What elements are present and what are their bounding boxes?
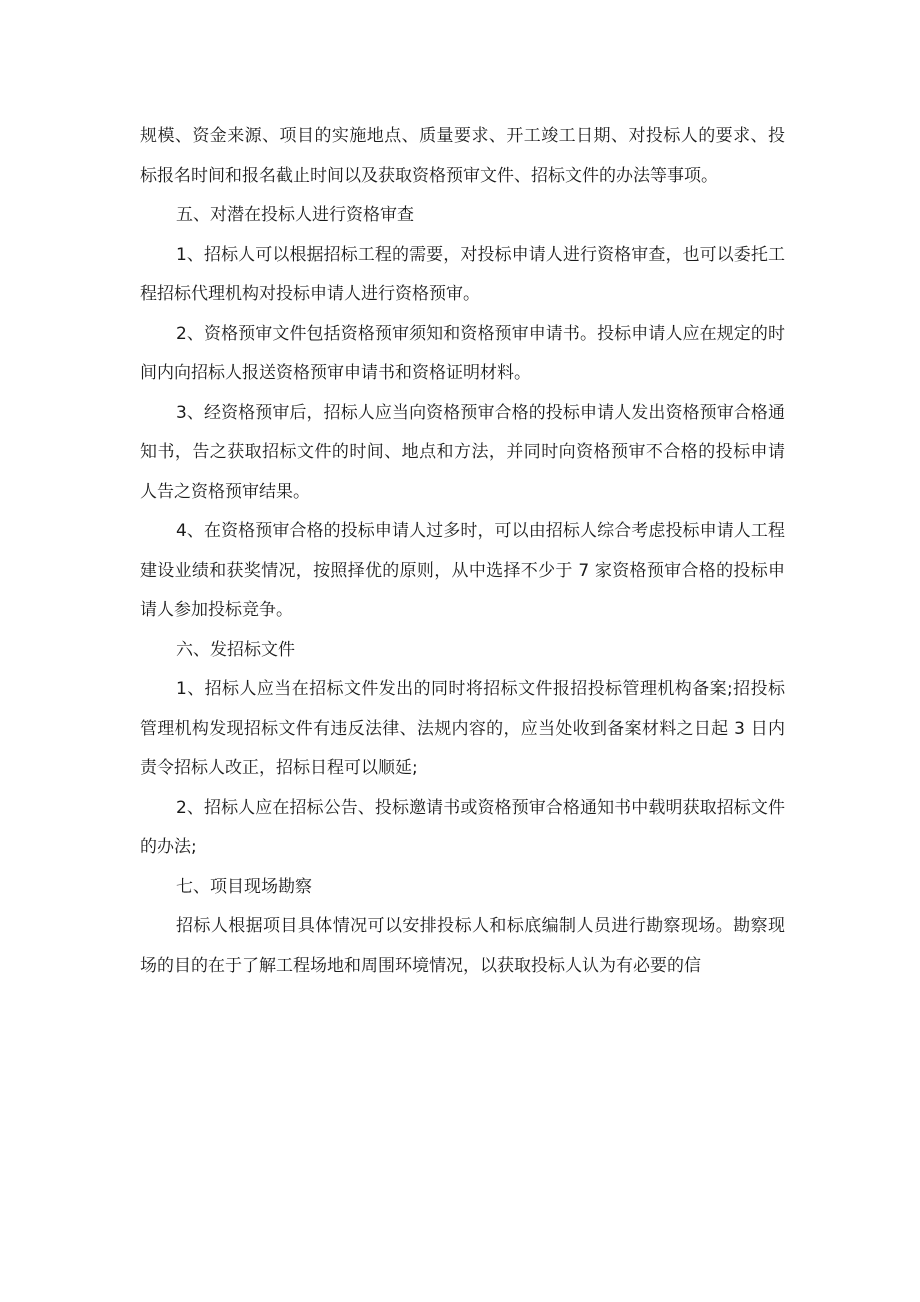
section-heading-5: 五、对潜在投标人进行资格审查 [176, 205, 414, 225]
paragraph-5-3: 3、经资格预审后，招标人应当向资格预审合格的投标申请人发出资格预审合格通知书，告之获取招标文件的时间、地点和方法，并同时向资格预审不合格的投标申请人告之资格预审结果。 [140, 402, 785, 502]
paragraph-7-body: 招标人根据项目具体情况可以安排投标人和标底编制人员进行勘察现场。勘察现场的目的在于了解工程场地和周围环境情况，以获取投标人认为有必要的信 [140, 916, 785, 976]
section-heading-6: 六、发招标文件 [176, 639, 295, 660]
paragraph-5-4: 4、在资格预审合格的投标申请人过多时，可以由招标人综合考虑投标申请人工程建设业绩和获奖情况，按照择优的原则，从中选择不少于 7 家资格预审合格的投标申请人参加投标竞争。 [140, 521, 785, 620]
paragraph-5-1: 1、招标人可以根据招标工程的需要，对投标申请人进行资格审查，也可以委托工程招标代理机构对投标申请人进行资格预审。 [140, 244, 785, 304]
paragraph-continuation: 规模、资金来源、项目的实施地点、质量要求、开工竣工日期、对投标人的要求、投标报名时间和报名截止时间以及获取资格预审文件、招标文件的办法等事项。 [140, 126, 785, 186]
paragraph-5-2: 2、资格预审文件包括资格预审须知和资格预审申请书。投标申请人应在规定的时间内向招标人报送资格预审申请书和资格证明材料。 [140, 323, 785, 383]
paragraph-6-2: 2、招标人应在招标公告、投标邀请书或资格预审合格通知书中载明获取招标文件的办法; [140, 797, 785, 857]
paragraph-6-1: 1、招标人应当在招标文件发出的同时将招标文件报招投标管理机构备案;招投标管理机构发现招标文件有违反法律、法规内容的，应当处收到备案材料之日起 3 日内责令招标人改正，招标日程可以顺延; [140, 679, 785, 778]
section-heading-7: 七、项目现场勘察 [176, 876, 312, 897]
document-body [140, 117, 785, 986]
